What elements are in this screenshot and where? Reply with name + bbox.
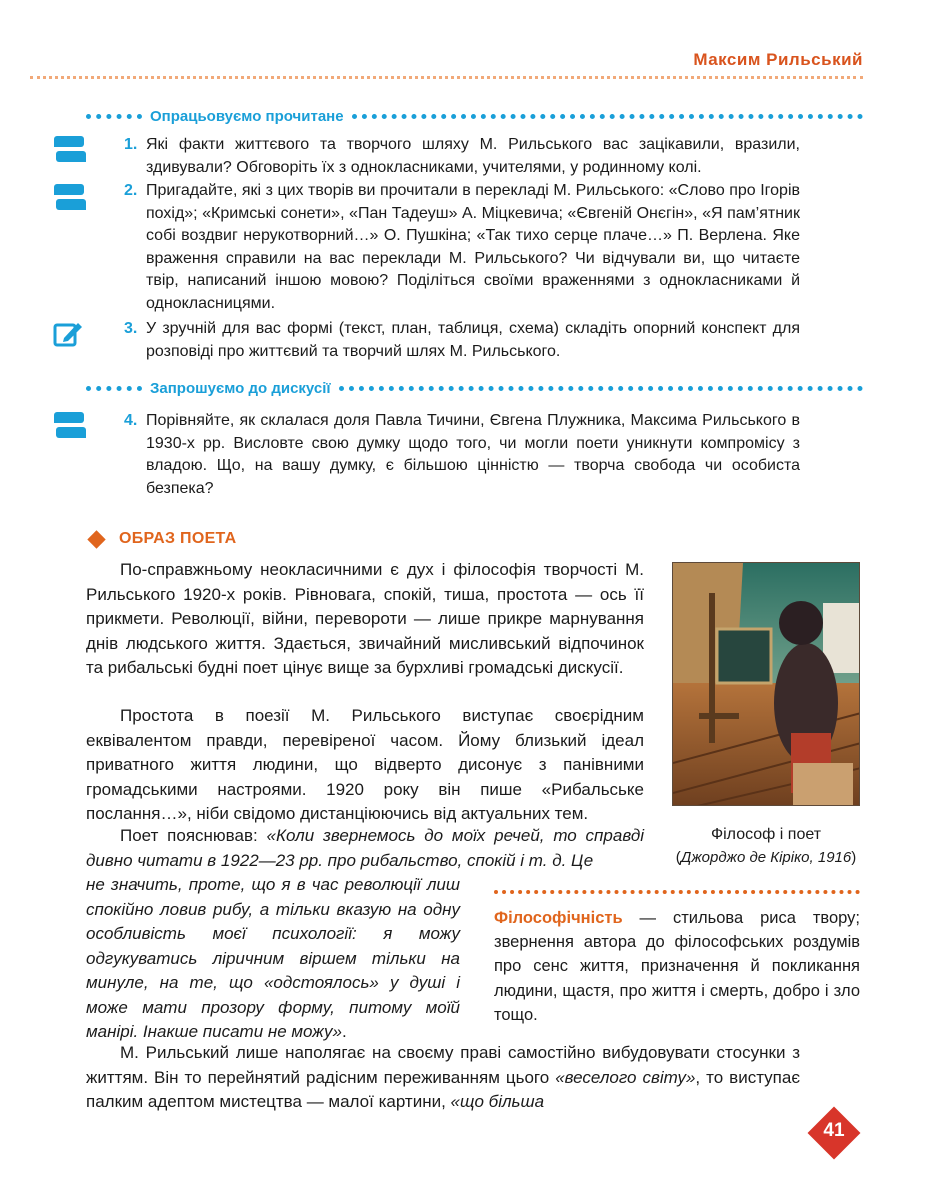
dots-decoration: [352, 114, 863, 119]
quote-small-picture: «що більша: [450, 1092, 545, 1111]
question-item-4: [124, 410, 800, 500]
discussion-icon: [52, 184, 86, 214]
question-text: Пригадайте, які з цих творів ви прочитали в перекладі М. Рильського: «Слово про Ігорів похід»; «Кримські сонети», «Пан Тадеуш» А. Міцкевича; «Євгеній Онєгін», «Я пам’ятник собі воздвиг нерукотворний…» О. Пушкіна; «Так тихо серце плаче…» П. Верлена. Яке враження справили на вас переклади М. Рильського? Чи відчували ви, що читаєте твір, написаний іншою мовою? Поділіться своїми враженнями з однокласниками й однокласницями.: [146, 182, 800, 312]
paragraph-4-b: , то виступає палким адептом мистецтва — малої картини,: [86, 1067, 801, 1111]
page-number-badge: [808, 1107, 860, 1159]
section-title-discussion: [86, 378, 863, 398]
question-text: У зручній для вас формі (текст, план, таблиця, схема) складіть опорний конспект для розповіді про життєвий та творчий шлях М. Рильського.: [146, 320, 800, 360]
heading-text: ОБРАЗ ПОЕТА: [119, 530, 237, 547]
paren-open: (: [675, 849, 681, 866]
question-number: 1.: [124, 136, 138, 153]
term-text: — стильова риса твору; звернення автора до філософських роздумів про сенс життя, призначення й покликання людини, щастя, про життя і смерть, добро і зло тощо.: [494, 909, 860, 1024]
paragraph-4: [86, 1041, 800, 1115]
quote-part-a: «Коли звернемось до моїх речей, то справді дивно читати в 1922—23 рр. про рибальство, спокій і т. д. Це: [86, 826, 644, 870]
discussion-icon: [52, 412, 86, 442]
section-title-processing: [86, 106, 863, 126]
section-label: Запрошуємо до дискусії: [150, 379, 331, 397]
paragraph-2: Простота в поезії М. Рильського виступає своєрідним еквівалентом правди, перевіреної часом. Йому близький ідеал приватного життя людини, що відверто дисонує з панівними громадськими настроями. 1920 року він пише «Рибальське послання…», ніби свідомо дистанціюючись від актуальних тем.: [86, 706, 644, 823]
question-number: 4.: [124, 412, 138, 429]
section-heading-poet-image: [90, 530, 236, 548]
question-text: Які факти життєвого та творчого шляху М. Рильського вас зацікавили, вразили, здивували? Обговоріть їх з однокласниками, учителями, у родинному колі.: [146, 136, 800, 176]
dots-decoration: [86, 386, 142, 391]
paragraph-3-quote: [86, 873, 460, 1045]
paragraph-3-start: [86, 824, 644, 873]
question-number: 2.: [124, 182, 138, 199]
question-item-1: [124, 134, 800, 179]
paragraph-1: По-справжньому неокласичними є дух і філософія творчості М. Рильського 1920-х років. Рівновага, спокій, тиша, простота — ось її прикмети. Революції, війни, перевороти — лише прикре марнування днів людського життя. Здається, звичайний мисливський відпочинок та рибальські будні поет цінує вище за бурхливі громадські дискусії.: [86, 560, 644, 677]
question-item-3: [124, 318, 800, 363]
page-number: 41: [823, 1120, 845, 1141]
dots-decoration: [86, 114, 142, 119]
painting-credit: [660, 849, 872, 866]
painting-image: [672, 562, 860, 806]
term-definition: [494, 906, 860, 1027]
question-number: 3.: [124, 320, 138, 337]
term-divider: [494, 890, 860, 894]
painting-caption: Філософ і поет: [710, 826, 822, 843]
quote-end: .: [341, 1022, 347, 1041]
diamond-bullet-icon: [87, 530, 105, 548]
discussion-icon: [52, 136, 86, 166]
quote-part-b: не значить, проте, що я в час революції лиш спокійно ловив рибу, а тільки вказую на одну особливість моєї психології: я можу одгукуватись ліричним віршем тільки на минуле, на те, що «одстоялось» у душі і може мати прозору форму, питому моїй манірі. Інакше писати не можу»: [86, 875, 460, 1041]
header-divider: [30, 76, 863, 79]
pencil-edit-icon: [52, 318, 86, 350]
dots-decoration: [339, 386, 863, 391]
term-keyword: Філософічність: [494, 909, 623, 927]
question-text: Порівняйте, як склалася доля Павла Тичини, Євгена Плужника, Максима Рильського в 1930-х рр. Висловте свою думку щодо того, чи могли поети уникнути компромісу з владою. Що, на вашу думку, є більшою цінністю — творча свобода чи особиста безпека?: [146, 412, 800, 497]
quote-merry-world: «веселого світу»: [555, 1067, 696, 1087]
running-header: Максим Рильський: [693, 50, 863, 69]
paragraph-3-lead: Поет пояснював:: [120, 826, 267, 845]
question-item-2: [124, 180, 800, 315]
paren-close: ): [851, 849, 857, 866]
painting-author: Джорджо де Кіріко, 1916: [680, 849, 852, 866]
section-label: Опрацьовуємо прочитане: [150, 107, 344, 125]
paragraph-4-a: М. Рильський лише наполягає на своєму праві самостійно вибудовувати стосунки з життям. Він то перейнятий радісним переживанням цього: [86, 1043, 800, 1087]
